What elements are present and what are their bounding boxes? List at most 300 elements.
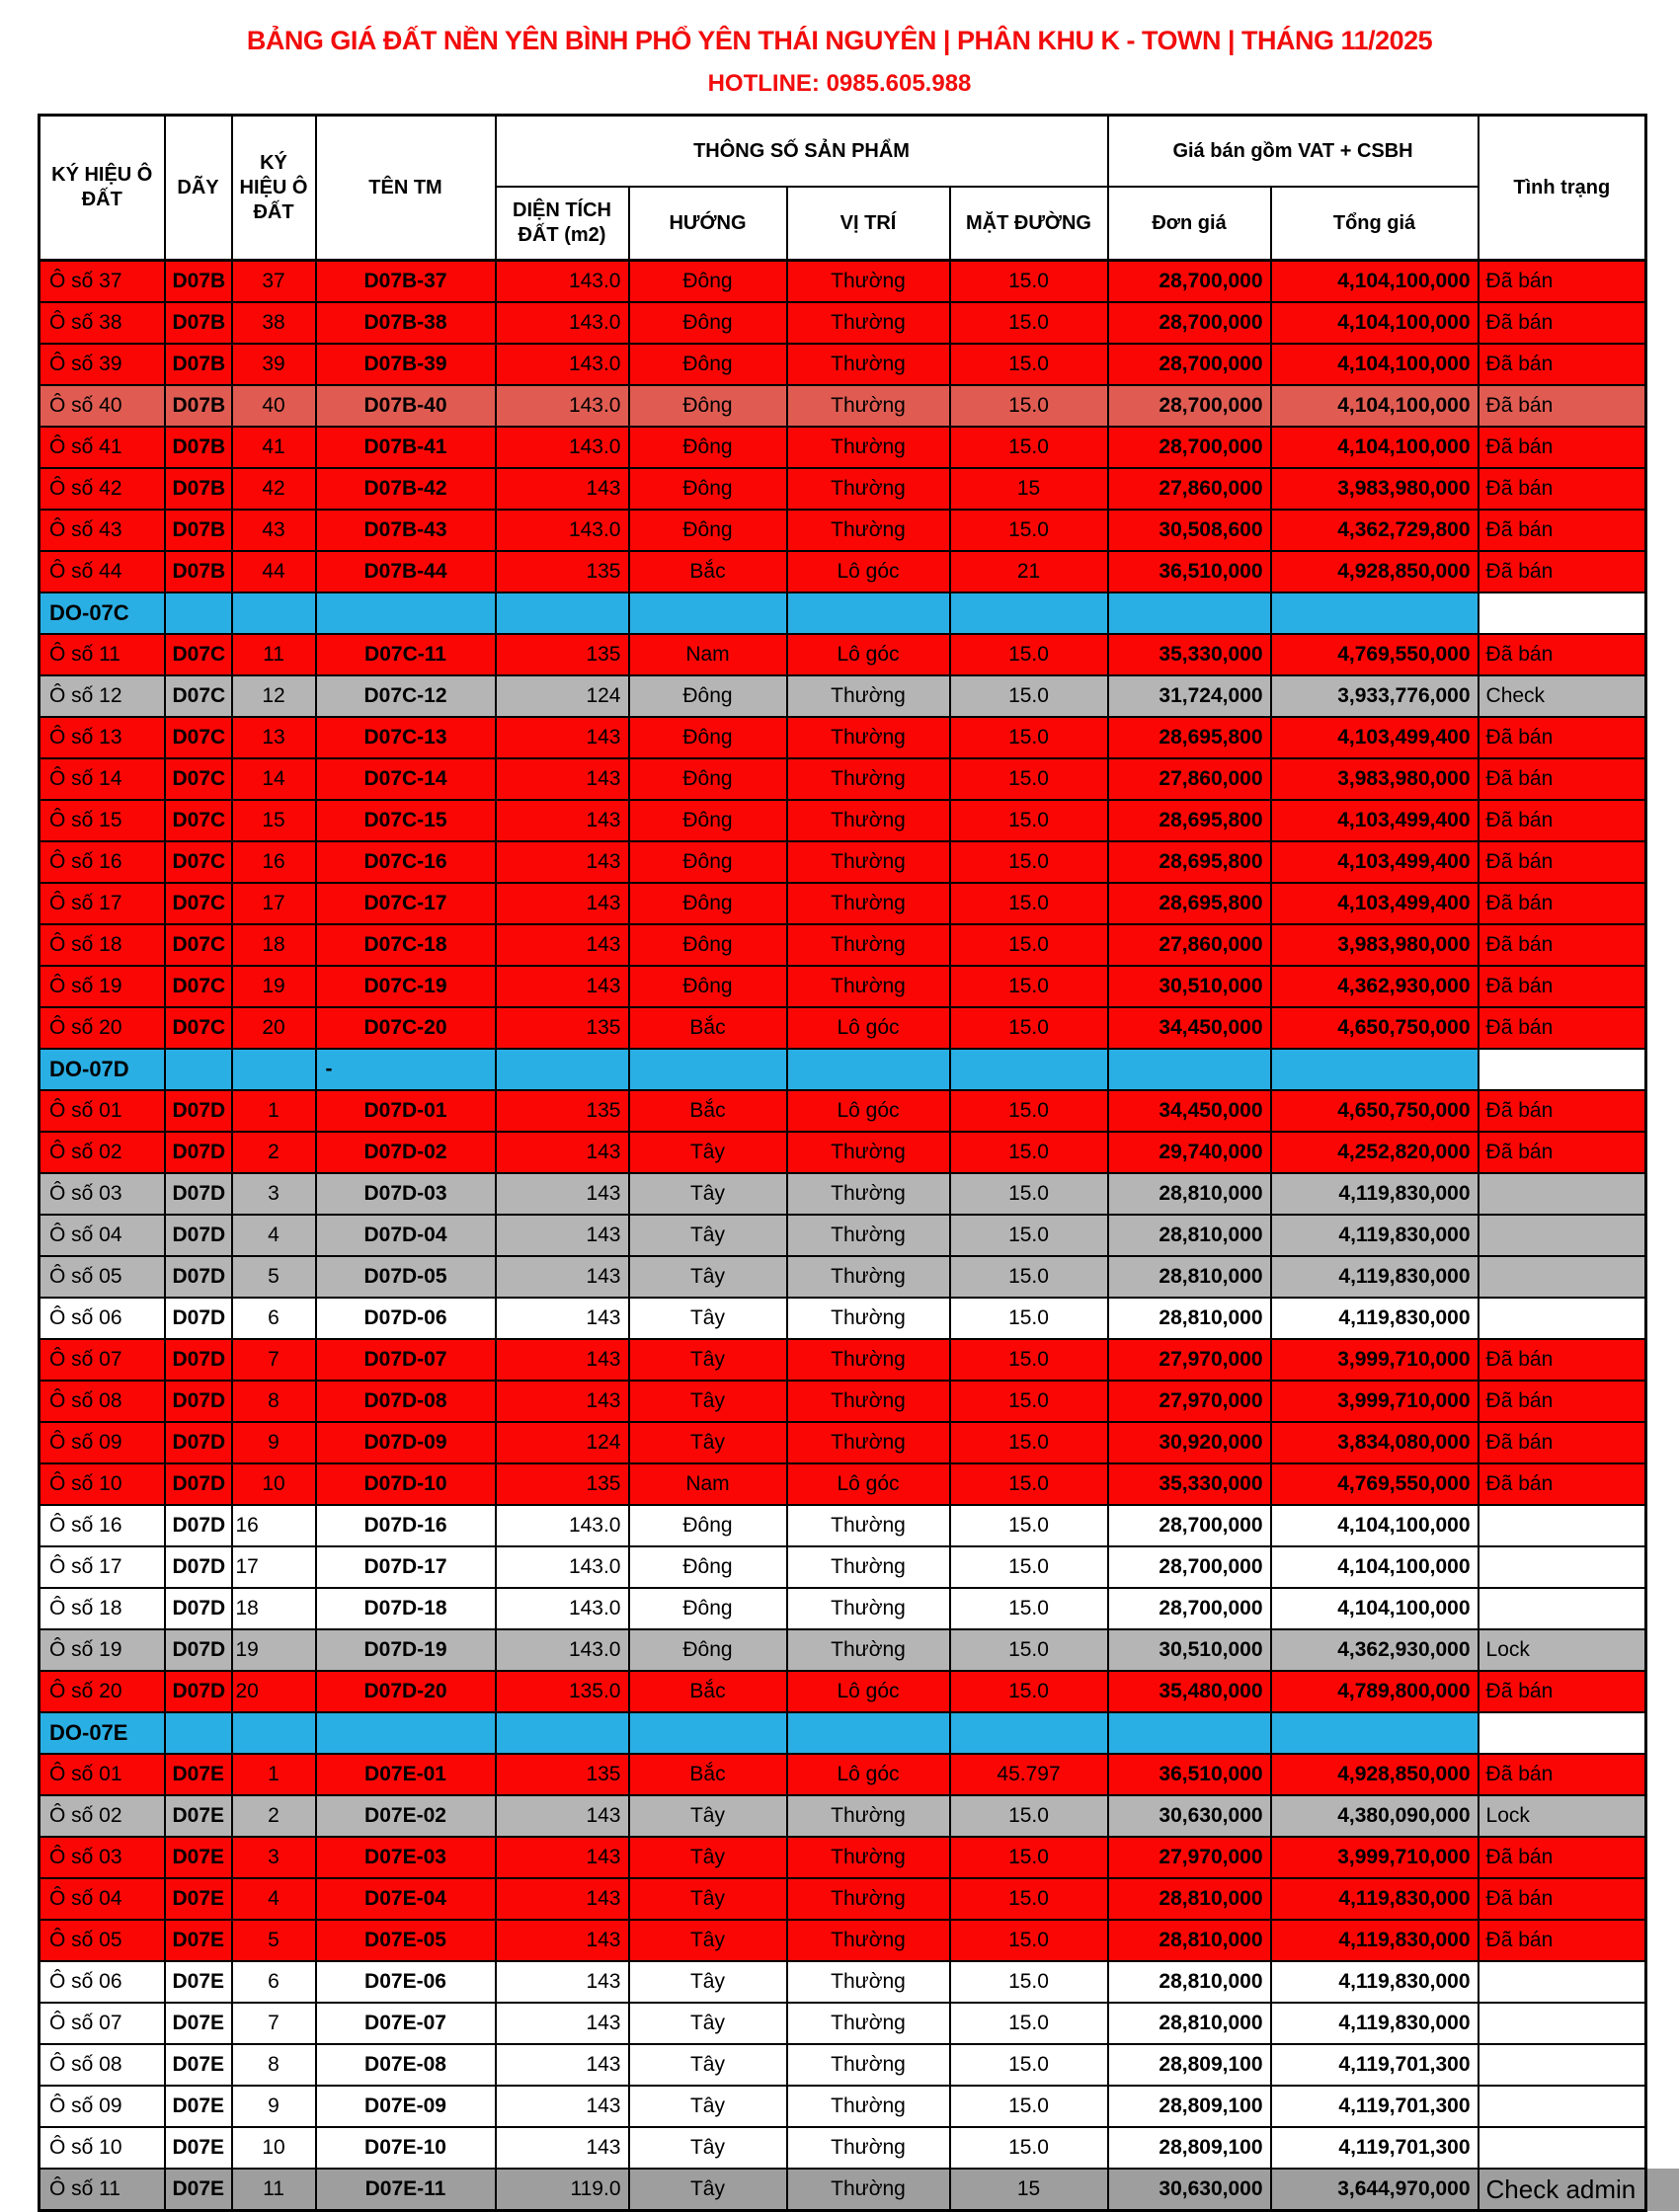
cell-area: 143 — [496, 1215, 629, 1256]
cell-area: 143.0 — [496, 302, 629, 344]
cell-position: Lô góc — [787, 1671, 950, 1712]
cell-position: Thường — [787, 427, 950, 468]
section-cell — [316, 592, 496, 634]
header-status: Tình trạng — [1479, 116, 1646, 261]
cell-unit-price: 36,510,000 — [1108, 551, 1271, 592]
cell-status — [1479, 1961, 1646, 2003]
cell-road: 15.0 — [950, 924, 1108, 966]
cell-unit-price: 28,700,000 — [1108, 261, 1271, 303]
section-cell — [1108, 1712, 1271, 1754]
cell-direction: Đông — [629, 883, 787, 924]
cell-name: D07D-07 — [316, 1339, 496, 1381]
table-row — [40, 841, 1646, 883]
table-row — [40, 1422, 1646, 1463]
cell-road: 15.0 — [950, 1920, 1108, 1961]
cell-total-price: 4,104,100,000 — [1271, 344, 1479, 385]
cell-plot-number: 9 — [232, 1422, 316, 1463]
cell-direction: Tây — [629, 1837, 787, 1878]
table-row — [40, 1463, 1646, 1505]
cell-unit-price: 28,695,800 — [1108, 717, 1271, 758]
cell-plot-label: Ô số 07 — [40, 1339, 165, 1381]
cell-direction: Nam — [629, 1463, 787, 1505]
cell-plot-number: 3 — [232, 1837, 316, 1878]
cell-direction: Đông — [629, 800, 787, 841]
cell-unit-price: 28,810,000 — [1108, 1961, 1271, 2003]
cell-area: 143.0 — [496, 1505, 629, 1546]
cell-unit-price: 28,810,000 — [1108, 1920, 1271, 1961]
cell-position: Thường — [787, 1215, 950, 1256]
cell-total-price: 4,650,750,000 — [1271, 1090, 1479, 1132]
cell-plot-number: 7 — [232, 1339, 316, 1381]
header-group-specs: THÔNG SỐ SẢN PHẨM — [496, 116, 1108, 188]
cell-name: D07B-41 — [316, 427, 496, 468]
header-day: DÃY — [165, 116, 232, 261]
cell-position: Thường — [787, 2044, 950, 2086]
cell-total-price: 3,983,980,000 — [1271, 758, 1479, 800]
cell-day: D07D — [165, 1463, 232, 1505]
cell-plot-label: Ô số 08 — [40, 1381, 165, 1422]
cell-direction: Đông — [629, 261, 787, 303]
table-row — [40, 2086, 1646, 2127]
cell-day: D07D — [165, 1256, 232, 1298]
cell-unit-price: 28,809,100 — [1108, 2127, 1271, 2169]
cell-total-price: 3,999,710,000 — [1271, 1339, 1479, 1381]
cell-road: 15.0 — [950, 1132, 1108, 1173]
cell-total-price: 3,933,776,000 — [1271, 675, 1479, 717]
cell-name: D07E-03 — [316, 1837, 496, 1878]
cell-plot-label: Ô số 43 — [40, 510, 165, 551]
section-cell — [950, 1712, 1108, 1754]
cell-area: 143 — [496, 924, 629, 966]
cell-position: Thường — [787, 261, 950, 303]
cell-total-price: 3,999,710,000 — [1271, 1381, 1479, 1422]
cell-name: D07E-10 — [316, 2127, 496, 2169]
cell-position: Thường — [787, 1339, 950, 1381]
cell-plot-number: 1 — [232, 1090, 316, 1132]
cell-position: Thường — [787, 1173, 950, 1215]
cell-unit-price: 28,695,800 — [1108, 800, 1271, 841]
cell-total-price: 4,119,701,300 — [1271, 2127, 1479, 2169]
cell-status — [1479, 1298, 1646, 1339]
cell-day: D07B — [165, 302, 232, 344]
cell-plot-number: 4 — [232, 1878, 316, 1920]
cell-day: D07D — [165, 1422, 232, 1463]
cell-day: D07B — [165, 510, 232, 551]
section-cell — [629, 592, 787, 634]
cell-name: D07E-04 — [316, 1878, 496, 1920]
cell-road: 15.0 — [950, 1298, 1108, 1339]
cell-total-price: 4,362,930,000 — [1271, 966, 1479, 1007]
cell-road: 15.0 — [950, 510, 1108, 551]
cell-road: 15.0 — [950, 1546, 1108, 1588]
cell-plot-label: Ô số 44 — [40, 551, 165, 592]
section-cell — [950, 592, 1108, 634]
section-status-cell — [1479, 1712, 1646, 1754]
cell-unit-price: 28,700,000 — [1108, 302, 1271, 344]
cell-direction: Tây — [629, 1215, 787, 1256]
cell-area: 143 — [496, 1920, 629, 1961]
section-cell — [1271, 592, 1479, 634]
header-plot-symbol: KÝ HIỆU Ô ĐẤT — [40, 116, 165, 261]
table-row — [40, 1339, 1646, 1381]
cell-direction: Đông — [629, 510, 787, 551]
table-row — [40, 800, 1646, 841]
cell-direction: Tây — [629, 1961, 787, 2003]
cell-area: 143 — [496, 1298, 629, 1339]
section-row — [40, 1712, 1646, 1754]
cell-name: D07C-18 — [316, 924, 496, 966]
cell-unit-price: 27,860,000 — [1108, 924, 1271, 966]
cell-name: D07D-16 — [316, 1505, 496, 1546]
cell-unit-price: 30,508,600 — [1108, 510, 1271, 551]
cell-day: D07D — [165, 1381, 232, 1422]
cell-status: Đã bán — [1479, 717, 1646, 758]
table-row — [40, 344, 1646, 385]
section-cell — [165, 592, 232, 634]
cell-area: 143 — [496, 1837, 629, 1878]
cell-plot-label: Ô số 01 — [40, 1090, 165, 1132]
table-row — [40, 1173, 1646, 1215]
cell-plot-label: Ô số 39 — [40, 344, 165, 385]
cell-day: D07C — [165, 717, 232, 758]
cell-plot-label: Ô số 16 — [40, 841, 165, 883]
table-row — [40, 924, 1646, 966]
cell-status: Lock — [1479, 1795, 1646, 1837]
cell-plot-label: Ô số 06 — [40, 1961, 165, 2003]
cell-unit-price: 30,630,000 — [1108, 1795, 1271, 1837]
cell-direction: Tây — [629, 1298, 787, 1339]
cell-direction: Tây — [629, 1878, 787, 1920]
cell-road: 15.0 — [950, 841, 1108, 883]
header-plot-symbol-2: KÝ HIỆU Ô ĐẤT — [232, 116, 316, 261]
cell-unit-price: 27,970,000 — [1108, 1381, 1271, 1422]
cell-unit-price: 27,860,000 — [1108, 758, 1271, 800]
cell-direction: Đông — [629, 427, 787, 468]
cell-area: 143 — [496, 717, 629, 758]
cell-total-price: 4,119,830,000 — [1271, 1961, 1479, 2003]
table-row — [40, 1505, 1646, 1546]
cell-road: 15.0 — [950, 1090, 1108, 1132]
cell-road: 15.0 — [950, 1463, 1108, 1505]
cell-name: D07D-19 — [316, 1629, 496, 1671]
cell-plot-label: Ô số 18 — [40, 924, 165, 966]
cell-status: Check admin — [1479, 2169, 1646, 2211]
cell-plot-number: 9 — [232, 2086, 316, 2127]
cell-direction: Tây — [629, 1256, 787, 1298]
cell-direction: Tây — [629, 2044, 787, 2086]
cell-road: 15.0 — [950, 1837, 1108, 1878]
cell-road: 15.0 — [950, 1173, 1108, 1215]
cell-day: D07E — [165, 1795, 232, 1837]
table-row — [40, 1007, 1646, 1049]
cell-name: D07E-11 — [316, 2169, 496, 2211]
cell-area: 143 — [496, 758, 629, 800]
cell-plot-label: Ô số 06 — [40, 1298, 165, 1339]
cell-plot-label: Ô số 20 — [40, 1007, 165, 1049]
cell-area: 119.0 — [496, 2169, 629, 2211]
cell-name: D07E-09 — [316, 2086, 496, 2127]
table-row — [40, 510, 1646, 551]
cell-status — [1479, 1256, 1646, 1298]
cell-name: D07E-02 — [316, 1795, 496, 1837]
cell-day: D07E — [165, 2127, 232, 2169]
cell-unit-price: 27,970,000 — [1108, 1339, 1271, 1381]
header-commercial-name: TÊN TM — [316, 116, 496, 261]
cell-total-price: 3,983,980,000 — [1271, 468, 1479, 510]
cell-area: 143 — [496, 2127, 629, 2169]
cell-name: D07D-08 — [316, 1381, 496, 1422]
cell-plot-number: 5 — [232, 1920, 316, 1961]
section-label: DO-07C — [40, 592, 165, 634]
cell-name: D07B-39 — [316, 344, 496, 385]
table-row — [40, 1588, 1646, 1629]
table-row — [40, 302, 1646, 344]
header-direction: HƯỚNG — [629, 187, 787, 261]
section-cell — [496, 1049, 629, 1090]
table-row — [40, 966, 1646, 1007]
cell-unit-price: 28,700,000 — [1108, 427, 1271, 468]
cell-plot-number: 6 — [232, 1961, 316, 2003]
table-row — [40, 2044, 1646, 2086]
cell-area: 135 — [496, 634, 629, 675]
cell-day: D07D — [165, 1132, 232, 1173]
cell-name: D07B-43 — [316, 510, 496, 551]
header-group-price: Giá bán gồm VAT + CSBH — [1108, 116, 1479, 188]
cell-status — [1479, 1173, 1646, 1215]
cell-plot-number: 17 — [232, 1546, 316, 1588]
cell-plot-number: 14 — [232, 758, 316, 800]
cell-unit-price: 28,700,000 — [1108, 1505, 1271, 1546]
cell-road: 15.0 — [950, 1007, 1108, 1049]
cell-position: Lô góc — [787, 1090, 950, 1132]
cell-road: 15.0 — [950, 2044, 1108, 2086]
cell-unit-price: 28,810,000 — [1108, 1298, 1271, 1339]
section-cell — [232, 1712, 316, 1754]
cell-position: Thường — [787, 302, 950, 344]
cell-day: D07D — [165, 1298, 232, 1339]
cell-name: D07D-09 — [316, 1422, 496, 1463]
cell-day: D07E — [165, 1920, 232, 1961]
cell-position: Thường — [787, 758, 950, 800]
cell-day: D07E — [165, 1754, 232, 1795]
cell-position: Lô góc — [787, 634, 950, 675]
cell-area: 135 — [496, 1090, 629, 1132]
cell-total-price: 4,650,750,000 — [1271, 1007, 1479, 1049]
cell-status: Đã bán — [1479, 924, 1646, 966]
cell-status: Đã bán — [1479, 468, 1646, 510]
section-cell — [629, 1712, 787, 1754]
cell-name: D07B-42 — [316, 468, 496, 510]
table-row — [40, 1546, 1646, 1588]
cell-plot-number: 42 — [232, 468, 316, 510]
table-row — [40, 1837, 1646, 1878]
cell-road: 15.0 — [950, 758, 1108, 800]
cell-status: Đã bán — [1479, 966, 1646, 1007]
table-header — [40, 116, 1646, 261]
cell-plot-label: Ô số 09 — [40, 2086, 165, 2127]
cell-area: 143 — [496, 1878, 629, 1920]
cell-direction: Tây — [629, 2003, 787, 2044]
cell-day: D07C — [165, 758, 232, 800]
cell-plot-label: Ô số 42 — [40, 468, 165, 510]
cell-position: Thường — [787, 800, 950, 841]
cell-position: Thường — [787, 2086, 950, 2127]
cell-unit-price: 28,695,800 — [1108, 883, 1271, 924]
cell-plot-number: 8 — [232, 2044, 316, 2086]
table-row — [40, 1090, 1646, 1132]
cell-day: D07E — [165, 2044, 232, 2086]
cell-name: D07D-02 — [316, 1132, 496, 1173]
cell-area: 143.0 — [496, 261, 629, 303]
section-cell — [316, 1712, 496, 1754]
cell-direction: Tây — [629, 1422, 787, 1463]
cell-total-price: 4,119,830,000 — [1271, 1173, 1479, 1215]
cell-plot-label: Ô số 04 — [40, 1215, 165, 1256]
hotline: HOTLINE: 0985.605.988 — [707, 70, 972, 97]
cell-plot-label: Ô số 17 — [40, 1546, 165, 1588]
header-area: DIỆN TÍCH ĐẤT (m2) — [496, 187, 629, 261]
cell-area: 143 — [496, 1795, 629, 1837]
cell-road: 15.0 — [950, 427, 1108, 468]
cell-total-price: 4,252,820,000 — [1271, 1132, 1479, 1173]
cell-area: 143 — [496, 2003, 629, 2044]
cell-status: Đã bán — [1479, 1920, 1646, 1961]
cell-road: 15.0 — [950, 1256, 1108, 1298]
cell-road: 15.0 — [950, 302, 1108, 344]
section-cell — [1108, 592, 1271, 634]
cell-area: 143.0 — [496, 427, 629, 468]
cell-area: 143.0 — [496, 510, 629, 551]
cell-total-price: 4,104,100,000 — [1271, 261, 1479, 303]
cell-day: D07C — [165, 883, 232, 924]
cell-total-price: 4,119,830,000 — [1271, 1215, 1479, 1256]
cell-name: D07C-17 — [316, 883, 496, 924]
cell-road: 15.0 — [950, 800, 1108, 841]
table-row — [40, 1920, 1646, 1961]
cell-plot-number: 7 — [232, 2003, 316, 2044]
cell-position: Lô góc — [787, 551, 950, 592]
cell-status: Đã bán — [1479, 1381, 1646, 1422]
cell-status: Đã bán — [1479, 385, 1646, 427]
cell-day: D07E — [165, 2003, 232, 2044]
cell-area: 143.0 — [496, 1629, 629, 1671]
cell-status: Lock — [1479, 1629, 1646, 1671]
cell-position: Thường — [787, 1588, 950, 1629]
cell-plot-number: 4 — [232, 1215, 316, 1256]
section-row — [40, 1049, 1646, 1090]
cell-unit-price: 28,700,000 — [1108, 385, 1271, 427]
cell-status: Đã bán — [1479, 1007, 1646, 1049]
section-cell: - — [316, 1049, 496, 1090]
cell-day: D07B — [165, 385, 232, 427]
cell-road: 15.0 — [950, 2086, 1108, 2127]
cell-unit-price: 30,510,000 — [1108, 1629, 1271, 1671]
cell-road: 15.0 — [950, 1422, 1108, 1463]
cell-position: Thường — [787, 1256, 950, 1298]
cell-plot-label: Ô số 11 — [40, 2169, 165, 2211]
cell-total-price: 4,380,090,000 — [1271, 1795, 1479, 1837]
cell-plot-number: 6 — [232, 1298, 316, 1339]
cell-status: Đã bán — [1479, 758, 1646, 800]
cell-position: Thường — [787, 966, 950, 1007]
cell-plot-number: 2 — [232, 1132, 316, 1173]
cell-name: D07E-06 — [316, 1961, 496, 2003]
cell-plot-number: 18 — [232, 1588, 316, 1629]
cell-position: Thường — [787, 1878, 950, 1920]
cell-road: 15 — [950, 2169, 1108, 2211]
cell-plot-number: 44 — [232, 551, 316, 592]
cell-total-price: 3,999,710,000 — [1271, 1837, 1479, 1878]
section-cell — [787, 592, 950, 634]
cell-name: D07E-07 — [316, 2003, 496, 2044]
cell-total-price: 4,104,100,000 — [1271, 1588, 1479, 1629]
cell-area: 143 — [496, 1961, 629, 2003]
cell-area: 143 — [496, 468, 629, 510]
table-row — [40, 675, 1646, 717]
cell-plot-number: 1 — [232, 1754, 316, 1795]
section-cell — [787, 1712, 950, 1754]
cell-unit-price: 28,809,100 — [1108, 2044, 1271, 2086]
cell-road: 15.0 — [950, 1505, 1108, 1546]
cell-area: 124 — [496, 1422, 629, 1463]
cell-plot-number: 20 — [232, 1007, 316, 1049]
cell-status: Đã bán — [1479, 634, 1646, 675]
cell-status — [1479, 2127, 1646, 2169]
cell-status: Đã bán — [1479, 1671, 1646, 1712]
cell-direction: Đông — [629, 1588, 787, 1629]
cell-total-price: 4,362,930,000 — [1271, 1629, 1479, 1671]
cell-total-price: 4,104,100,000 — [1271, 302, 1479, 344]
cell-direction: Đông — [629, 924, 787, 966]
cell-road: 15.0 — [950, 1795, 1108, 1837]
cell-road: 15 — [950, 468, 1108, 510]
cell-plot-number: 11 — [232, 2169, 316, 2211]
section-cell — [1271, 1712, 1479, 1754]
cell-plot-label: Ô số 05 — [40, 1920, 165, 1961]
cell-position: Thường — [787, 1381, 950, 1422]
cell-total-price: 4,362,729,800 — [1271, 510, 1479, 551]
table-row — [40, 1671, 1646, 1712]
table-row — [40, 1256, 1646, 1298]
cell-direction: Bắc — [629, 1090, 787, 1132]
cell-status: Đã bán — [1479, 344, 1646, 385]
cell-area: 143 — [496, 800, 629, 841]
cell-total-price: 4,789,800,000 — [1271, 1671, 1479, 1712]
table-row — [40, 1381, 1646, 1422]
cell-unit-price: 28,810,000 — [1108, 1878, 1271, 1920]
cell-total-price: 4,928,850,000 — [1271, 1754, 1479, 1795]
cell-position: Thường — [787, 1629, 950, 1671]
cell-plot-label: Ô số 14 — [40, 758, 165, 800]
cell-area: 135 — [496, 1463, 629, 1505]
cell-day: D07D — [165, 1588, 232, 1629]
cell-name: D07D-10 — [316, 1463, 496, 1505]
cell-road: 15.0 — [950, 344, 1108, 385]
cell-status: Đã bán — [1479, 551, 1646, 592]
cell-unit-price: 35,480,000 — [1108, 1671, 1271, 1712]
cell-unit-price: 28,810,000 — [1108, 1256, 1271, 1298]
cell-name: D07D-20 — [316, 1671, 496, 1712]
cell-unit-price: 28,700,000 — [1108, 1588, 1271, 1629]
cell-unit-price: 29,740,000 — [1108, 1132, 1271, 1173]
cell-total-price: 4,119,701,300 — [1271, 2044, 1479, 2086]
cell-status: Đã bán — [1479, 510, 1646, 551]
cell-direction: Tây — [629, 1795, 787, 1837]
cell-plot-label: Ô số 11 — [40, 634, 165, 675]
cell-road: 15.0 — [950, 1671, 1108, 1712]
cell-area: 143 — [496, 966, 629, 1007]
cell-status: Đã bán — [1479, 1878, 1646, 1920]
